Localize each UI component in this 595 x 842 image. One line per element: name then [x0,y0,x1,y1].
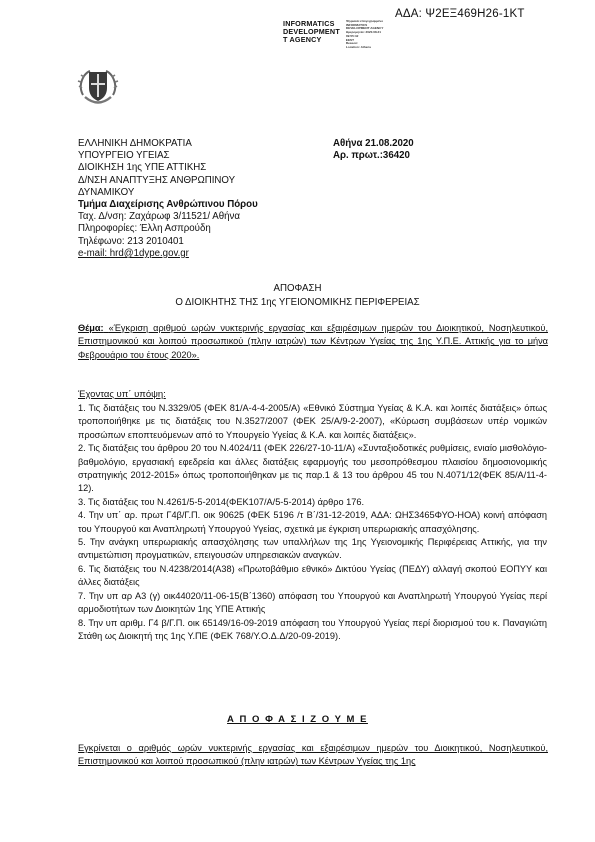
protocol-number: Αρ. πρωτ.:36420 [333,150,410,162]
consideration-item: 5. Την ανάγκη υπερωριακής απασχόλησης των υπαλλήλων της 1ης Υγειονομικής Περιφέρειας Αττικής, για την αντιμετώπιση προγματικών, επειγουσών υπηρεσιακών αναγκών. [78,537,547,561]
consideration-item: 3. Τις διατάξεις του Ν.4261/5-5-2014(ΦΕΚ107/Α/5-5-2014) άρθρο 176. [78,496,365,507]
decision-heading: ΑΠΟΦΑΣΗ [273,283,322,294]
signature-title [283,20,340,45]
subject-paragraph [78,322,548,362]
republic-name: ΕΛΛΗΝΙΚΗ ΔΗΜΟΚΡΑΤΙΑ [78,138,192,149]
subject-text: «Έγκριση αριθμού ωρών νυκτερινής εργασίας και εξαιρέσιμων ημερών του Διοικητικού, Νοσηλευτικού, Επιστημονικού και λοιπού προσωπικού (πλην ιατρών) των Κέντρων Υγείας της 1ης Υ.Π.Ε. Αττικής για το μήνα Φεβρουάριο του έτους 2020». [78,323,548,360]
consideration-item: 2. Τις διατάξεις του άρθρου 20 του Ν.4024/11 (ΦΕΚ 226/27-10-11/Α) «Συνταξιοδοτικές ρυθμίσεις, ενιαίο μισθολόγιο-βαθμολόγιο, εργασιακή εφεδρεία και άλλες διατάξεις εφαρμογής του μεσοπρόθεσμου πλαισίου δημοσιονομικής στρατηγικής 2012-2015» όπως τροποποιήθηκαν με τις παρ.1 & 13 του άρθρου 45 του Ν.4071/12(ΦΕΚ 85/Α/11-4-12). [78,443,547,494]
consideration-item: 8. Την υπ αριθμ. Γ4 β/Γ.Π. οικ 65149/16-09-2019 απόφαση του Υπουργού Υγείας περί διορισμού του κ. Παναγιώτη Στάθη ως Διοικητή της 1ης Υ.ΠΕ (ΦΕΚ 768/Υ.Ο.Δ.Δ/20-09-2019). [78,617,547,641]
contact-person: Πληροφορίες: Έλλη Ασπρούδη [78,223,211,235]
email-link[interactable]: e-mail: hrd@1dype.gov.gr [78,247,189,259]
consideration-item: 7. Την υπ αρ Α3 (γ) οικ44020/11-06-15(Β΄1360) απόφαση του Υπουργού και Αναπληρωτή Υπουργού Υγείας περί αρμοδιοτήτων των Διοικητών 1ης ΥΠΕ Αττικής [78,590,547,615]
document-date: Αθήνα 21.08.2020 [333,138,414,149]
issuer-block [78,138,328,260]
considerations-list [78,402,547,643]
signature-detail-line: EEST [345,37,355,42]
consideration-item: 1. Τις διατάξεις του Ν.3329/05 (ΦΕΚ 81/Α-4-4-2005/Α) «Εθνικό Σύστημα Υγείας & Κ.Α. και λοιπές διατάξεις» όπως τροποποιήθηκε με τις διατάξεις του Ν.3527/2007 (ΦΕΚ 25/Α/9-2-2007), «Κύρωση συμβάσεων υπέρ νομικών προσώπων εποπτευόμενων από το Υπουργείο Υγείας & Κ.Α. και λοιπές διατάξεις». [78,403,547,440]
consideration-item: 4. Την υπ΄ αρ. πρωτ Γ4β/Γ.Π. οικ 90625 (ΦΕΚ 5196 /τ Β΄/31-12-2019, ΑΔΑ: ΩΗΣ3465ΦΥΟ-ΗΟΑ) κοινή απόφαση του Υπουργού και Αναπληρωτή Υπουργού Υγείας, σχετικά με έγκριση υπερωριακής απασχόλησης. [78,510,547,534]
signature-detail-line: Ημερομηνία: 2020.08.21 [345,30,381,35]
directorate-name-continued: ΔΥΝΑΜΙΚΟΥ [78,186,135,198]
signature-detail-line: Reason: [345,41,359,46]
postal-address: Ταχ. Δ/νση: Ζαχάρωφ 3/11521/ Αθήνα [78,211,240,223]
signature-detail-line: Ψηφιακά υπογεγραμμένο [345,19,384,23]
we-decide-heading: Α Π Ο Φ Α Σ Ι Ζ Ο Υ Μ Ε [227,714,368,725]
ministry-name: ΥΠΟΥΡΓΕΙΟ ΥΓΕΙΑΣ [78,150,170,162]
phone-number: Τηλέφωνο: 213 2010401 [78,235,184,247]
digital-signature-stamp [283,20,383,50]
signature-title-line: DEVELOPMENT [283,27,340,37]
decision-issuer-heading: Ο ΔΙΟΙΚΗΤΗΣ ΤΗΣ 1ης ΥΓΕΙΟΝΟΜΙΚΗΣ ΠΕΡΙΦΕΡΕΙΑΣ [175,296,420,308]
considering-heading: Έχοντας υπ΄ υπόψη: [78,389,166,400]
signature-detail-line: INFORMATICS [345,22,368,27]
greek-coat-of-arms-icon [76,66,120,110]
directorate-name: Δ/ΝΣΗ ΑΝΑΠΤΥΞΗΣ ΑΝΘΡΩΠΙΝΟΥ [78,174,236,186]
signature-title-line: T AGENCY [283,35,322,45]
signature-details [346,20,384,50]
subject-label: Θέμα: [78,323,104,333]
signature-detail-line: DEVELOPMENT AGENCY [345,26,384,31]
consideration-item: 6. Τις διατάξεις του Ν.4238/2014(Α38) «Πρωτοβάθμιο εθνικό» Δικτύου Υγείας (ΠΕΔΥ) αλλαγή σκοπού ΕΟΠΥΥ και άλλες διατάξεις [78,563,547,588]
date-protocol-block [333,138,414,162]
signature-detail-line: Location: Athens [345,44,372,49]
decision-title [0,282,595,309]
ada-code: ΑΔΑ: Ψ2ΕΞ469Η26-1ΚΤ [395,8,525,20]
department-name: Τμήμα Διαχείρισης Ανθρώπινου Πόρου [78,199,258,211]
approval-paragraph: Εγκρίνεται ο αριθμός ωρών νυκτερινής εργασίας και εξαιρέσιμων ημερών του Διοικητικού, Νοσηλευτικού, Επιστημονικού και λοιπού προσωπικού (πλην ιατρών) των Κέντρων Υγείας της 1ης [78,743,548,767]
signature-detail-line: 09:55:42 [345,33,359,38]
signature-title-line: INFORMATICS [283,19,335,28]
administration-name: ΔΙΟΙΚΗΣΗ 1ης ΥΠΕ ΑΤΤΙΚΗΣ [78,162,207,174]
